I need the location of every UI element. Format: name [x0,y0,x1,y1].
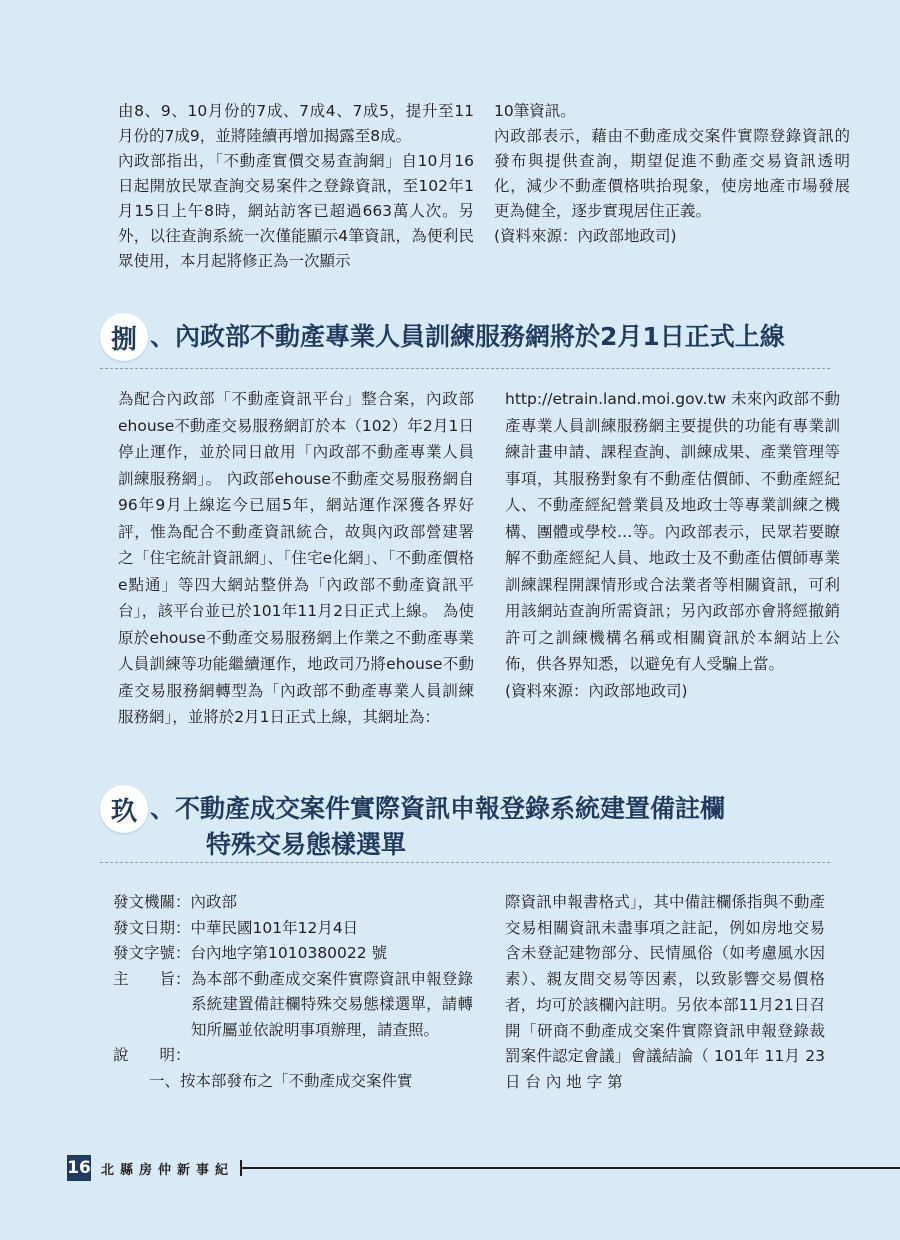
paragraph: 為配合內政部「不動產資訊平台」整合案，內政部ehouse不動產交易服務網訂於本（102）年2月1日停止運作，並於同日啟用「內政部不動產專業人員訓練服務網」。 內政部ehouse不動產交易服務網自96年9月上線迄今已屆5年，網站運作深獲各界好評，惟為配合不動產資訊統合，故與內政部營建署之「住宅統計資訊網」、「住宅e化網」、「不動產價格e點通」等四大網站整併為「內政部不動產資訊平台」，該平台並已於101年11月2日正式上線。 為使原於ehouse不動產交易服務網上作業之不動產專業人員訓練等功能繼續運作，地政司乃將ehouse不動產交易服務網轉型為「內政部不動產專業人員訓練服務網」，並將於2月1日正式上線，其網址為： [118,390,474,726]
section-number-badge: 捌 [100,313,148,361]
paragraph: 際資訊申報書格式」，其中備註欄係指與不動產交易相關資訊未盡事項之註記，例如房地交易含未登記建物部分、民情風俗（如考慮風水因素）、親友間交易等因素，以致影響交易價格者，均可於該欄內註明。另依本部11月21日召開「研商不動產成交案件實際資訊申報登錄裁罰案件認定會議」會議結論（ 101年 11月 23日 台 內 地 字 第 [505,893,825,1091]
date-label: 發文日期： [113,918,191,937]
page-number: 16 [67,1155,91,1181]
issuer-row [113,890,473,916]
subject-label: 主 旨： [113,969,191,988]
paragraph: 內政部表示，藉由不動產成交案件實際登錄資訊的發布與提供查詢，期望促進不動產交易資訊透明化，減少不動產價格哄抬現象，使房地產市場發展更為健全，逐步實現居住正義。 [494,127,850,220]
section-9-left-column [113,890,473,1094]
footer-rule [240,1167,900,1169]
explain-label: 說 明： [113,1046,191,1064]
magazine-title: 北縣房仲新事紀 [101,1162,235,1178]
section-8-right-column [505,386,840,704]
paragraph: 內政部指出，「不動產實價交易查詢網」自10月16日起開放民眾查詢交易案件之登錄資訊，至102年1月15日上午8時，網站訪客已超過663萬人次。另外，以往查詢系統一次僅能顯示4筆資訊，為便利民眾使用，本月起將修正為一次顯示 [118,152,474,270]
section-9-right-column [505,890,825,1096]
section-divider [100,368,830,369]
paragraph: 10筆資訊。 [494,102,576,120]
section-title-line1: 、不動產成交案件實際資訊申報登錄系統建置備註欄 [150,794,726,823]
date-value: 中華民國101年12月4日 [190,918,359,937]
section-number-badge: 玖 [100,785,148,833]
section-title [150,785,725,863]
paragraph: http://etrain.land.moi.gov.tw 未來內政部不動產專業人員訓練服務網主要提供的功能有專業訓練計畫申請、課程查詢、訓練成果、產業管理等事項，其服務對象有不動產估價師、不動產經紀人、不動產經紀營業員及地政士等專業訓練之機構、團體或學校…等。內政部表示，民眾若要瞭解不動產經紀人員、地政士及不動產估價師專業訓練課程開課情形或合法業者等相關資訊，可利用該網站查詢所需資訊；另內政部亦會將經撤銷許可之訓練機構名稱或相關資訊於本網站上公佈，供各界知悉，以避免有人受騙上當。 [505,390,840,673]
date-row [113,916,473,942]
section-8-heading [100,313,870,361]
page-footer [67,1155,900,1181]
doc-no-value: 台內地字第1010380022 號 [190,944,388,962]
source-note: (資料來源：內政部地政司) [494,227,677,245]
subject-row [113,967,473,1044]
source-note: (資料來源：內政部地政司) [505,681,688,700]
issuer-value: 內政部 [190,893,238,911]
doc-no-row [113,941,473,967]
subject-value: 為本部不動產成交案件實際資訊申報登錄系統建置備註欄特殊交易態樣選單，請轉知所屬並依說明事項辦理，請查照。 [191,969,473,1039]
doc-no-label: 發文字號： [113,944,191,962]
section-title-line2: 特殊交易態樣選單 [206,830,407,859]
section-8-left-column [118,386,474,731]
section-divider [100,862,830,863]
section-9-heading [100,785,870,863]
paragraph: 由8、9、10月份的7成、7成4、7成5，提升至11月份的7成9，並將陸續再增加揭露至8成。 [118,102,474,145]
explain-item-1: 一、按本部發布之「不動產成交案件實 [149,1071,413,1090]
top-right-column [494,99,850,249]
issuer-label: 發文機關： [113,893,191,911]
top-left-column [118,99,474,274]
section-title: 、內政部不動產專業人員訓練服務網將於2月1日正式上線 [150,322,785,351]
